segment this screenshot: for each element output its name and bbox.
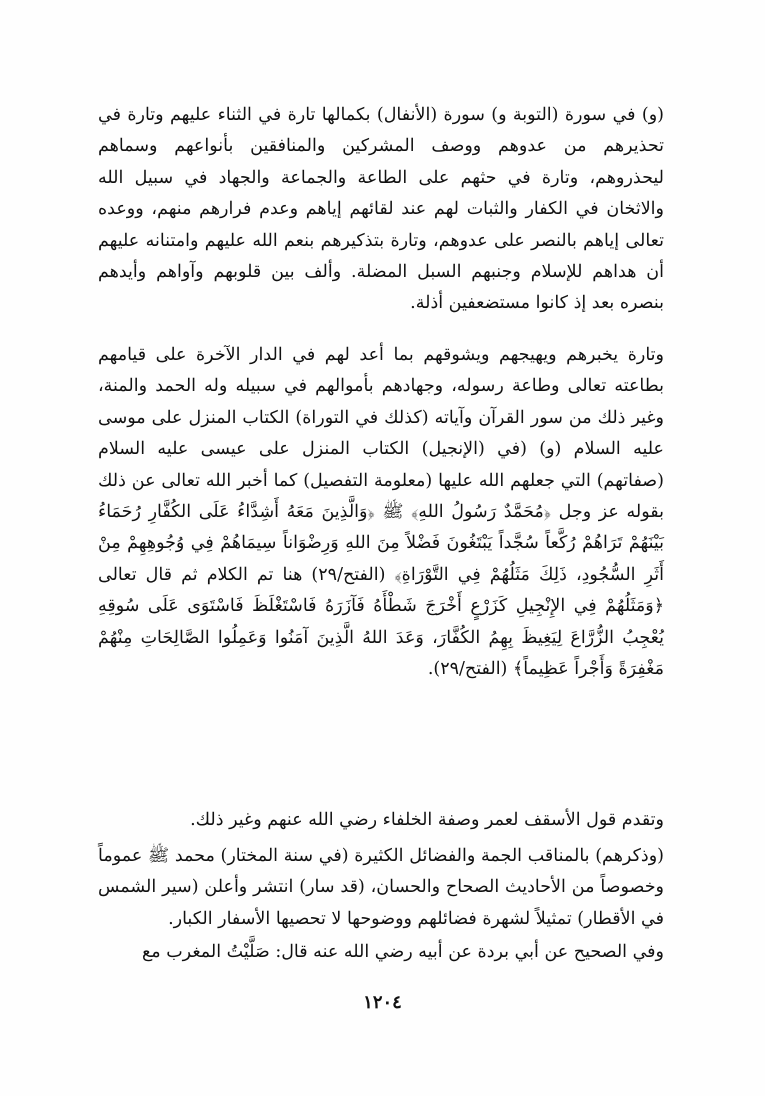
paragraph-5 — [98, 937, 664, 968]
paragraph-text: وفي الصحيح عن أبي بردة عن أبيه رضي الله عنه قال: صَلَّيْتُ المغرب مع — [141, 942, 664, 962]
paragraph-2 — [98, 340, 664, 685]
page-number: ١٢٠٤ — [363, 992, 402, 1013]
paragraph-text: (وذكرهم) بالمناقب الجمة والفضائل الكثيرة (في سنة المختار) محمد ﷺ عموماً وخصوصاً من الأحاديث الصحاح والحسان، (قد سار) انتشر وأعلن (سير الشمس في الأقطار) تمثيلاً لشهرة فضائلهم ووضوحها لا تحصيها الأسفار الكبار. — [98, 846, 664, 929]
paragraph-1 — [98, 100, 664, 320]
paragraph-3 — [98, 805, 664, 836]
paragraph-text: (و) في سورة (التوبة و) سورة (الأنفال) بكمالها تارة في الثناء عليهم وتارة في تحذيرهم من عدوهم ووصف المشركين والمنافقين بأنواعهم وسماهم ليحذروهم، وتارة في حثهم على الطاعة والجماعة والجهاد في سبيل الله والاثخان في الكفار والثبات لهم عند لقائهم إياهم وعدم فرارهم منهم، ووعده تعالى إياهم بالنصر على عدوهم، وتارة بتذكيرهم بنعم الله عليهم وامتنانه عليهم أن هداهم للإسلام وجنبهم السبل المضلة. وألف بين قلوبهم وآواهم وأيدهم بنصره بعد إذ كانوا مستضعفين أذلة. — [98, 105, 664, 314]
paragraph-text: وتقدم قول الأسقف لعمر وصفة الخلفاء رضي الله عنهم وغير ذلك. — [190, 810, 664, 830]
paragraph-4 — [98, 841, 664, 935]
paragraph-text: وتارة يخبرهم ويهيجهم ويشوقهم بما أعد لهم في الدار الآخرة على قيامهم بطاعته تعالى وطاعة رسوله، وجهادهم بأموالهم في سبيله وله الحمد والمنة، وغير ذلك من سور القرآن وآياته (كذلك في التوراة) الكتاب المنزل على موسى عليه السلام (و) (في (الإنجيل) الكتاب المنزل على عيسى عليه السلام (صفاتهم) التي جعلهم الله عليها (معلومة التفصيل) كما أخبر الله تعالى عن ذلك بقوله عز وجل ﴿مُحَمَّدٌ رَسُولُ اللهِ﴾ ﷺ ﴿وَالَّذِينَ مَعَهُ أَشِدَّاءُ عَلَى الكُفَّارِ رُحَمَاءُ بَيْنَهُمْ تَرَاهُمْ رُكَّعاً سُجَّداً يَبْتَغُونَ فَضْلاً مِنَ اللهِ وَرِضْوَاناً سِيمَاهُمْ فِي وُجُوهِهِمْ مِنْ أَثَرِ السُّجُودِ، ذَلِكَ مَثَلُهُمْ فِي التَّوْرَاةِ﴾ (الفتح/٢٩) هنا تم الكلام ثم قال تعالى ﴿وَمَثَلُهُمْ فِي الإِنْجِيلِ كَزَرْعٍ أَخْرَجَ شَطْأَهُ فَآزَرَهُ فَاسْتَغْلَظَ فَاسْتَوَى عَلَى سُوقِهِ يُعْجِبُ الزُّرَّاعَ لِيَغِيظَ بِهِمُ الكُفَّارَ، وَعَدَ اللهُ الَّذِينَ آمَنُوا وَعَمِلُوا الصَّالِحَاتِ مِنْهُمْ مَغْفِرَةً وَأَجْراً عَظِيماً﴾ (الفتح/٢٩). — [98, 345, 664, 680]
